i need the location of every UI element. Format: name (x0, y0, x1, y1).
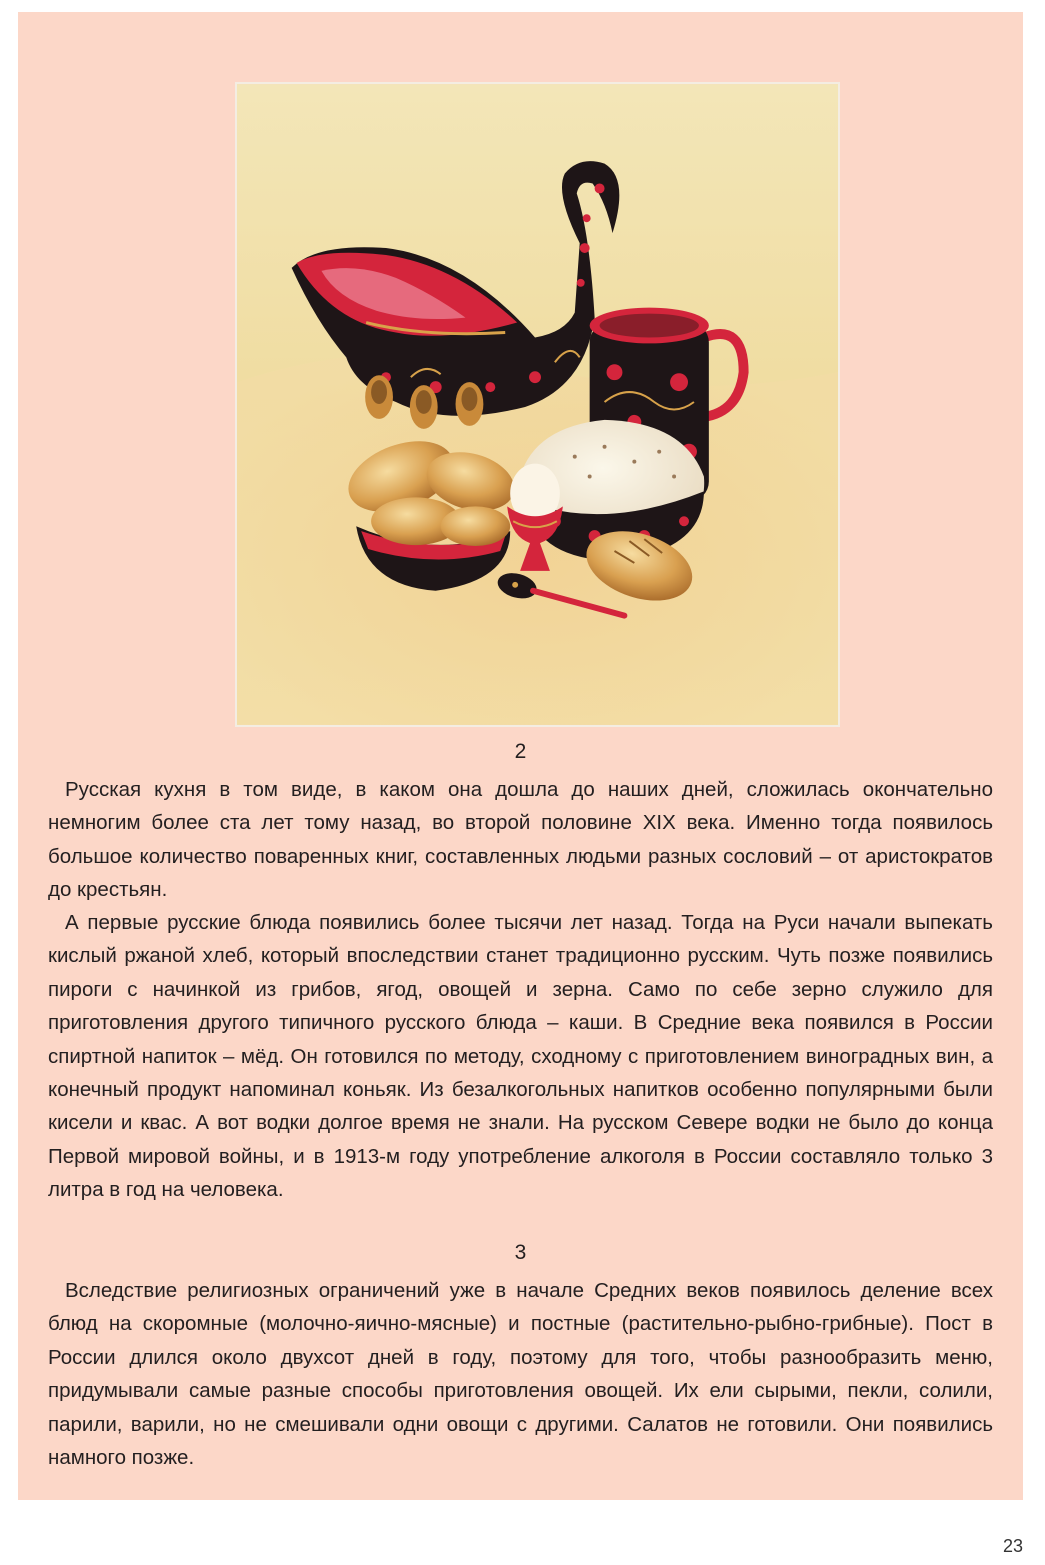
section-number: 2 (514, 740, 527, 763)
paragraph: Русская кухня в том виде, в каком она дошла до наших дней, сложилась окончательно немногим более ста лет тому назад, во второй половине XIX века. Именно тогда появилось большое количество поваренных книг, составленных людьми разных сословий – от аристократов до крестьян. (48, 778, 993, 902)
still-life-painting (237, 84, 838, 725)
page-number: 23 (1002, 1536, 1023, 1556)
paragraph: Вследствие религиозных ограничений уже в начале Средних веков появилось деление всех блюд на скоромные (молочно-яично-мясные) и постные (растительно-рыбно-грибные). Пост в России длился около двухсот дней в году, поэтому для того, чтобы разнообразить меню, придумывали самые разные способы приготовления овощей. Их ели сырыми, пекли, солили, парили, варили, но не смешивали одни овощи с другими. Салатов не готовили. Они появились намного позже. (48, 1279, 993, 1470)
section-number: 3 (514, 1241, 527, 1264)
still-life-illustration (235, 82, 840, 727)
paragraph: А первые русские блюда появились более тысячи лет назад. Тогда на Руси начали выпекать кислый ржаной хлеб, который впоследствии станет традиционно русским. Чуть позже появились пироги с начинкой из грибов, ягод, овощей и зерна. Само по себе зерно служило для приготовления другого типичного русского блюда – каши. В Средние века появился в России спиртной напиток – мёд. Он готовился по методу, сходному с приготовлением виноградных вин, а конечный продукт напоминал коньяк. Из безалкогольных напитков особенно популярными были кисели и квас. А вот водки долгое время не знали. На русском Севере водки не было до конца Первой мировой войны, и в 1913-м году употребление алкоголя в России составляло только 3 литра в год на человека. (48, 911, 993, 1202)
page-panel (18, 12, 1023, 1500)
